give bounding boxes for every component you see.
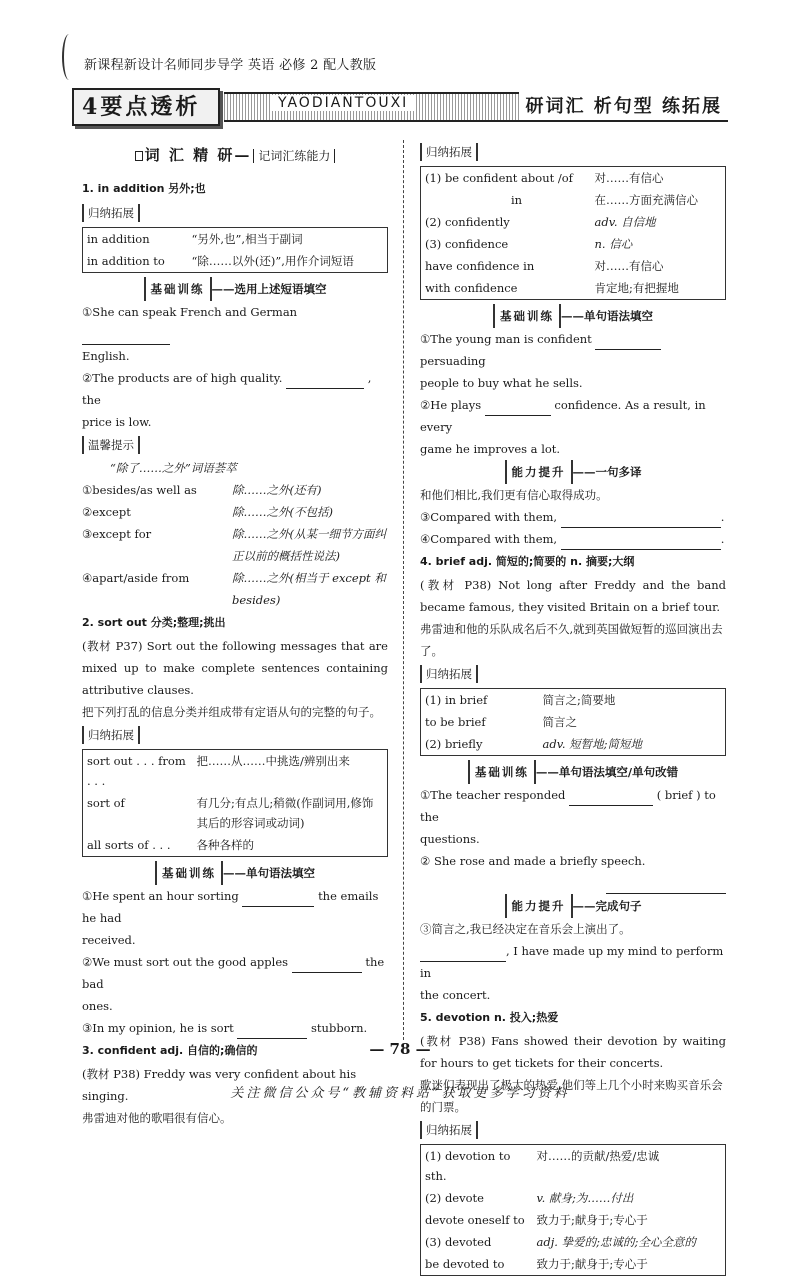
table-row <box>421 211 726 233</box>
training-tail: ——单句语法填空/单句改错 <box>535 765 679 779</box>
answer-blank[interactable] <box>569 792 653 806</box>
training-heading <box>82 861 388 885</box>
table-cell: (2) briefly <box>425 737 483 751</box>
training-tail: ——选用上述短语填空 <box>211 282 327 296</box>
hint-meaning: 除……之外(不包括) <box>232 505 333 519</box>
tag-expand: 归纳拓展 <box>82 204 140 222</box>
table-cell: (1) be confident about /of <box>425 171 573 185</box>
translation: 弗雷迪对他的歌唱很有信心。 <box>82 1111 232 1125</box>
answer-blank[interactable] <box>237 1025 307 1039</box>
expand-table-4 <box>420 688 726 756</box>
exercise-line: received. <box>82 933 136 947</box>
table-cell: 有几分;有点儿;稍微(作副词用,修饰其后的形容词或动词) <box>196 796 374 830</box>
table-row <box>83 228 388 251</box>
textbook-sentence: (教材 P38) Not long after Freddy and the band became famous, they visited Britain on a brief tour. <box>420 578 726 614</box>
answer-blank[interactable] <box>561 514 721 528</box>
table-cell: 简言之;简要地 <box>542 693 616 707</box>
translation: 歌迷们表现出了极大的热爱,他们等上几个小时来购买音乐会的门票。 <box>420 1078 723 1114</box>
exercise-line <box>82 367 388 411</box>
table-row <box>421 711 726 733</box>
exercise-line: people to buy what he sells. <box>420 376 583 390</box>
exercise-text: stubborn. <box>311 1021 368 1035</box>
table-cell: in addition to <box>87 254 165 268</box>
expand-table-2 <box>82 749 388 857</box>
exercise-line: English. <box>82 349 130 363</box>
table-row <box>421 233 726 255</box>
book-icon <box>135 151 143 161</box>
table-cell: “除……以外(还)”,用作介词短语 <box>191 254 354 268</box>
exercise-line <box>420 784 726 828</box>
table-cell: (1) devotion to sth. <box>425 1149 511 1183</box>
table-cell: 把……从……中挑选/辨别出来 <box>196 754 350 768</box>
exercise-line <box>82 301 388 345</box>
item-3-heading: 3. confident adj. 自信的;确信的 <box>82 1044 258 1057</box>
hint-list <box>82 479 388 611</box>
table-cell: 致力于;献身于;专心于 <box>536 1213 648 1227</box>
exercise-line: the concert. <box>420 988 491 1002</box>
translation: 把下列打乱的信息分类并组成带有定语从句的完整的句子。 <box>82 705 381 719</box>
table-row <box>421 1253 726 1276</box>
exercise-text: ②He plays <box>420 398 482 412</box>
tag-expand: 归纳拓展 <box>82 726 140 744</box>
table-row <box>421 167 726 190</box>
expand-table-5 <box>420 1144 726 1276</box>
exercise-text: , I have made up my mind to perform in <box>420 944 724 980</box>
answer-blank[interactable] <box>606 880 726 894</box>
table-cell: 对……有信心 <box>594 259 664 273</box>
hint-term: ④apart/aside from <box>82 571 190 585</box>
exercise-line: ones. <box>82 999 113 1013</box>
table-cell: have confidence in <box>425 259 535 273</box>
hint-title: “除了……之外”词语荟萃 <box>110 461 237 475</box>
table-cell: devote oneself to <box>425 1213 525 1227</box>
training-heading <box>420 760 726 784</box>
running-header: 新课程新设计名师同步导学 英语 必修 2 配人教版 <box>84 58 377 73</box>
table-cell: to be brief <box>425 715 486 729</box>
answer-blank[interactable] <box>485 402 551 416</box>
exercise-line <box>420 394 726 438</box>
exercise-line <box>82 951 388 995</box>
textbook-sentence: (教材 P38) Freddy was very confident about his singing. <box>82 1067 357 1103</box>
textbook-sentence: (教材 P38) Fans showed their devotion by waiting for hours to get tickets for their concerts. <box>420 1034 726 1070</box>
hint-meaning: 除……之外(相当于 except 和 besides) <box>232 571 386 607</box>
table-cell: 致力于;献身于;专心于 <box>536 1257 648 1271</box>
table-cell: adv. 自信地 <box>594 215 656 229</box>
exercise-text: confidence. As a result, in every <box>420 398 706 434</box>
tag-hint: 温馨提示 <box>82 436 140 454</box>
training-tail: ——单句语法填空 <box>223 866 315 880</box>
answer-blank[interactable] <box>595 336 661 350</box>
answer-blank[interactable] <box>420 948 506 962</box>
exercise-text: ①The young man is confident <box>420 332 592 346</box>
section-band <box>72 88 728 126</box>
hint-meaning: 除……之外(从某一细节方面纠正以前的概括性说法) <box>232 527 386 563</box>
answer-blank[interactable] <box>561 536 721 550</box>
training-tail: ——单句语法填空 <box>561 309 653 323</box>
table-cell: with confidence <box>425 281 518 295</box>
exercise-text: ①She can speak French and German <box>82 305 298 319</box>
header-ornament <box>62 34 76 80</box>
table-row <box>421 1209 726 1231</box>
exercise-text: the emails he had <box>82 889 379 925</box>
expand-table-1 <box>82 227 388 273</box>
ability-tail: ——一句多译 <box>572 465 642 479</box>
table-row <box>421 189 726 211</box>
answer-blank[interactable] <box>82 331 170 345</box>
exercise-text: ②The products are of high quality. <box>82 371 283 385</box>
band-pinyin: YAODIANTOUXI <box>272 95 414 111</box>
table-cell: sort out . . . from . . . <box>87 754 186 788</box>
training-tag: 基础训练 <box>493 304 561 328</box>
table-cell: all sorts of . . . <box>87 838 171 852</box>
training-tag: 基础训练 <box>144 277 212 301</box>
exercise-text: persuading <box>420 354 486 368</box>
translation: 弗雷迪和他的乐队成名后不久,就到英国做短暂的巡回演出去了。 <box>420 622 723 658</box>
exercise-line <box>420 940 726 984</box>
exercise-text: ③In my opinion, he is sort <box>82 1021 234 1035</box>
exercise-text: ③Compared with them, <box>420 510 558 524</box>
translation-prompt: 和他们相比,我们更有信心取得成功。 <box>420 488 608 502</box>
exercise-text: ①The teacher responded <box>420 788 566 802</box>
exercise-text: the bad <box>82 955 385 991</box>
exercise-text: ④Compared with them, <box>420 532 558 546</box>
answer-blank[interactable] <box>286 375 364 389</box>
ability-heading <box>420 894 726 918</box>
table-row <box>421 1187 726 1209</box>
training-tag: 基础训练 <box>468 760 536 784</box>
tag-expand: 归纳拓展 <box>420 665 478 683</box>
hint-meaning: 除……之外(还有) <box>232 483 322 497</box>
band-label: 要点透析 <box>100 94 201 120</box>
ability-tag: 能力提升 <box>505 460 573 484</box>
table-cell: 肯定地;有把握地 <box>594 281 679 295</box>
column-divider <box>403 140 404 1040</box>
table-cell: 各种各样的 <box>196 838 254 852</box>
table-cell: “另外,也”,相当于副词 <box>191 232 303 246</box>
hint-term: ②except <box>82 505 131 519</box>
page-number: — 78 — <box>369 1040 431 1058</box>
table-row <box>421 733 726 756</box>
table-cell: adj. 挚爱的;忠诚的;全心全意的 <box>536 1235 696 1249</box>
exercise-line: ② She rose and made a briefly speech. <box>420 854 646 868</box>
band-number: 4 <box>82 94 101 120</box>
table-row <box>421 1145 726 1188</box>
table-row <box>421 277 726 300</box>
table-row <box>421 255 726 277</box>
exercise-line <box>82 885 388 929</box>
table-row <box>83 250 388 273</box>
exercise-text: ①He spent an hour sorting <box>82 889 239 903</box>
table-cell: (2) confidently <box>425 215 510 229</box>
exercise-line <box>82 1017 388 1039</box>
ability-tail: ——完成句子 <box>572 899 642 913</box>
section-title: 词 汇 精 研— 记词汇练能力 <box>82 140 388 171</box>
expand-table-3 <box>420 166 726 300</box>
table-cell: 在……方面充满信心 <box>594 193 698 207</box>
ability-tag: 能力提升 <box>505 894 573 918</box>
table-row <box>83 834 388 857</box>
training-heading <box>82 277 388 301</box>
table-cell: in <box>511 193 523 207</box>
table-cell: 对……的贡献/热爱/忠诚 <box>536 1149 660 1163</box>
table-cell: 对……有信心 <box>594 171 664 185</box>
section-subtitle: 记词汇练能力 <box>253 149 335 163</box>
textbook-sentence: (教材 P37) Sort out the following messages that are mixed up to make complete sentences containing attributive clauses. <box>82 639 388 697</box>
exercise-line: ③Compared with them, . <box>420 506 726 528</box>
table-cell: (1) in brief <box>425 693 488 707</box>
translation-prompt: ③简言之,我已经决定在音乐会上演出了。 <box>420 922 631 936</box>
table-row <box>83 750 388 793</box>
table-cell: in addition <box>87 232 150 246</box>
item-1-heading: 1. in addition 另外;也 <box>82 182 206 195</box>
exercise-line: game he improves a lot. <box>420 442 561 456</box>
exercise-text: , the <box>82 371 372 407</box>
ability-heading <box>420 460 726 484</box>
table-cell: be devoted to <box>425 1257 505 1271</box>
hint-term: ①besides/as well as <box>82 483 197 497</box>
table-row <box>421 689 726 712</box>
band-box <box>72 88 220 126</box>
table-cell: (3) devoted <box>425 1235 492 1249</box>
exercise-text: ②We must sort out the good apples <box>82 955 289 969</box>
training-heading <box>420 304 726 328</box>
exercise-line: ④Compared with them, . <box>420 528 726 550</box>
table-row <box>83 792 388 834</box>
table-cell: v. 献身;为……付出 <box>536 1191 634 1205</box>
item-2-heading: 2. sort out 分类;整理;挑出 <box>82 616 226 629</box>
tag-expand: 归纳拓展 <box>420 143 478 161</box>
table-cell: (3) confidence <box>425 237 509 251</box>
answer-blank[interactable] <box>292 959 362 973</box>
item-4-heading: 4. brief adj. 简短的;简要的 n. 摘要;大纲 <box>420 555 635 568</box>
exercise-line <box>420 872 726 894</box>
exercise-line: questions. <box>420 832 480 846</box>
left-column <box>82 140 388 1129</box>
table-cell: (2) devote <box>425 1191 484 1205</box>
training-tag: 基础训练 <box>155 861 223 885</box>
table-cell: n. 信心 <box>594 237 633 251</box>
exercise-line <box>420 328 726 372</box>
table-row <box>421 1231 726 1253</box>
answer-blank[interactable] <box>242 893 314 907</box>
table-cell: 简言之 <box>542 715 577 729</box>
item-5-heading: 5. devotion n. 投入;热爱 <box>420 1011 559 1024</box>
hint-term: ③except for <box>82 527 152 541</box>
section-title-text: 词 汇 精 研 <box>144 146 235 164</box>
exercise-line: price is low. <box>82 415 152 429</box>
exercise-text: ( brief ) to the <box>420 788 716 824</box>
tag-expand: 归纳拓展 <box>420 1121 478 1139</box>
table-cell: sort of <box>87 796 125 810</box>
right-column <box>420 140 726 1280</box>
footer-note: 关注微信公众号“教辅资料站”获取更多学习资料 <box>230 1086 570 1101</box>
band-right-label: 研词汇 析句型 练拓展 <box>519 90 728 120</box>
table-cell: adv. 短暂地;简短地 <box>542 737 643 751</box>
